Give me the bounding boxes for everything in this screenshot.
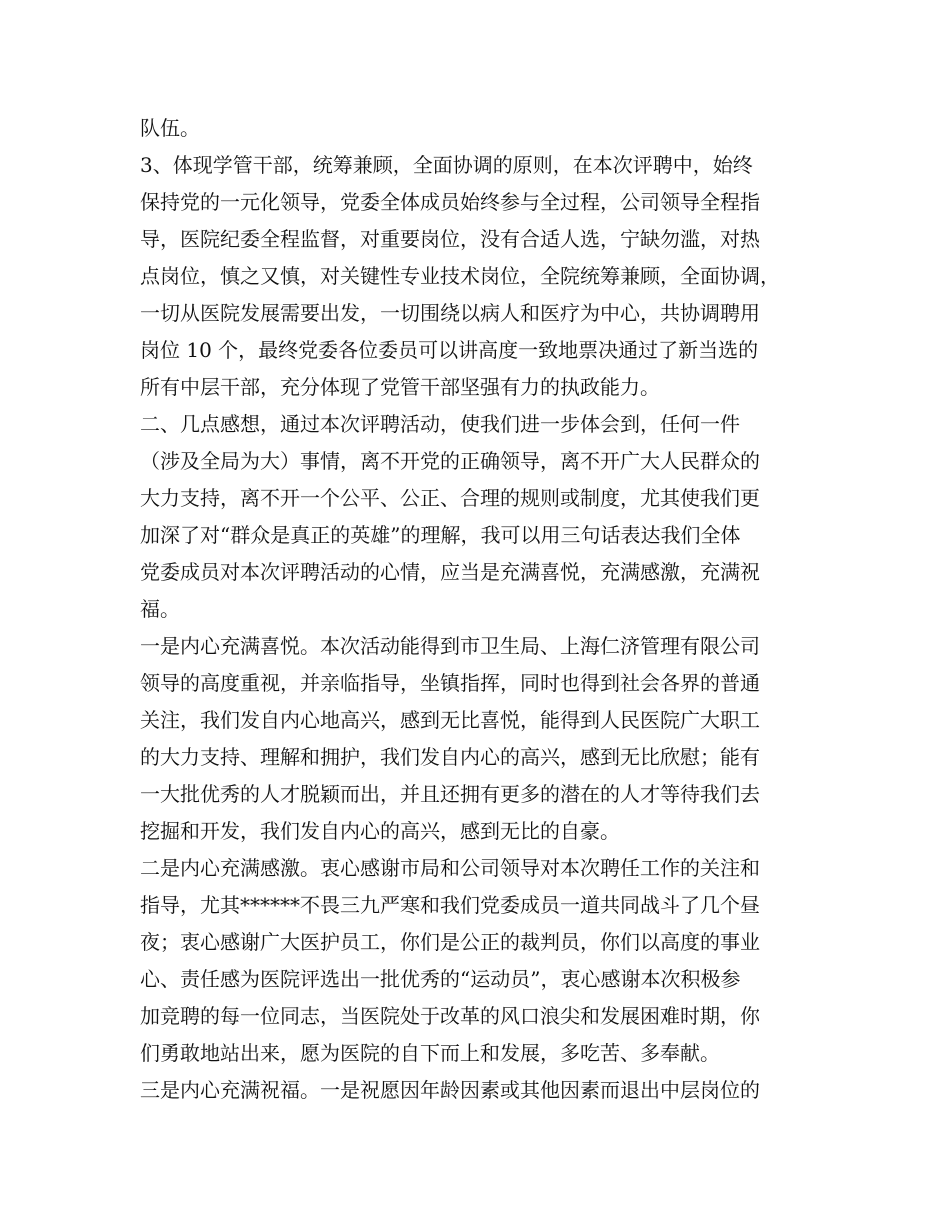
text-line: 夜；衷心感谢广大医护员工，你们是公正的裁判员，你们以高度的事业 xyxy=(140,930,760,954)
text-line: 点岗位，慎之又慎，对关键性专业技术岗位，全院统筹兼顾，全面协调， xyxy=(140,264,780,288)
text-line: 一是内心充满喜悦。本次活动能得到市卫生局、上海仁济管理有限公司 xyxy=(140,634,760,658)
text-line: 加深了对“群众是真正的英雄”的理解，我可以用三句话表达我们全体 xyxy=(140,523,741,547)
text-line: 一大批优秀的人才脱颖而出，并且还拥有更多的潜在的人才等待我们去 xyxy=(140,782,760,806)
text-line: 一切从医院发展需要出发，一切围绕以病人和医疗为中心，共协调聘用 xyxy=(140,301,760,325)
text-line: 党委成员对本次评聘活动的心情，应当是充满喜悦，充满感激，充满祝 xyxy=(140,560,760,584)
text-line: 指导，尤其******不畏三九严寒和我们党委成员一道共同战斗了几个昼 xyxy=(140,893,760,917)
text-line: （涉及全局为大）事情，离不开党的正确领导，离不开广大人民群众的 xyxy=(140,449,760,473)
text-line: 保持党的一元化领导，党委全体成员始终参与全过程，公司领导全程指 xyxy=(140,190,760,214)
text-line: 二是内心充满感激。衷心感谢市局和公司领导对本次聘任工作的关注和 xyxy=(140,856,760,880)
text-line: 二、几点感想，通过本次评聘活动，使我们进一步体会到，任何一件 xyxy=(140,412,740,436)
text-line: 们勇敢地站出来，愿为医院的自下而上和发展，多吃苦、多奉献。 xyxy=(140,1041,720,1065)
text-line: 队伍。 xyxy=(140,116,200,140)
text-line: 心、责任感为医院评选出一批优秀的“运动员”，衷心感谢本次积极参 xyxy=(140,967,741,991)
text-line: 挖掘和开发，我们发自内心的高兴，感到无比的自豪。 xyxy=(140,819,620,843)
text-line: 导，医院纪委全程监督，对重要岗位，没有合适人选，宁缺勿滥，对热 xyxy=(140,227,760,251)
text-line: 所有中层干部，充分体现了党管干部坚强有力的执政能力。 xyxy=(140,375,660,399)
text-line: 大力支持，离不开一个公平、公正、合理的规则或制度，尤其使我们更 xyxy=(140,486,760,510)
text-line: 加竞聘的每一位同志，当医院处于改革的风口浪尖和发展困难时期，你 xyxy=(140,1004,760,1028)
text-line: 3、体现学管干部，统筹兼顾，全面协调的原则，在本次评聘中，始终 xyxy=(140,153,753,177)
text-line: 岗位 10 个，最终党委各位委员可以讲高度一致地票决通过了新当选的 xyxy=(140,338,759,362)
text-line: 三是内心充满祝福。一是祝愿因年龄因素或其他因素而退出中层岗位的 xyxy=(140,1078,760,1102)
text-line: 领导的高度重视，并亲临指导，坐镇指挥，同时也得到社会各界的普通 xyxy=(140,671,760,695)
document-body xyxy=(140,110,830,1109)
text-line: 关注，我们发自内心地高兴，感到无比喜悦，能得到人民医院广大职工 xyxy=(140,708,760,732)
text-line: 的大力支持、理解和拥护，我们发自内心的高兴，感到无比欣慰；能有 xyxy=(140,745,760,769)
text-line: 福。 xyxy=(140,597,180,621)
